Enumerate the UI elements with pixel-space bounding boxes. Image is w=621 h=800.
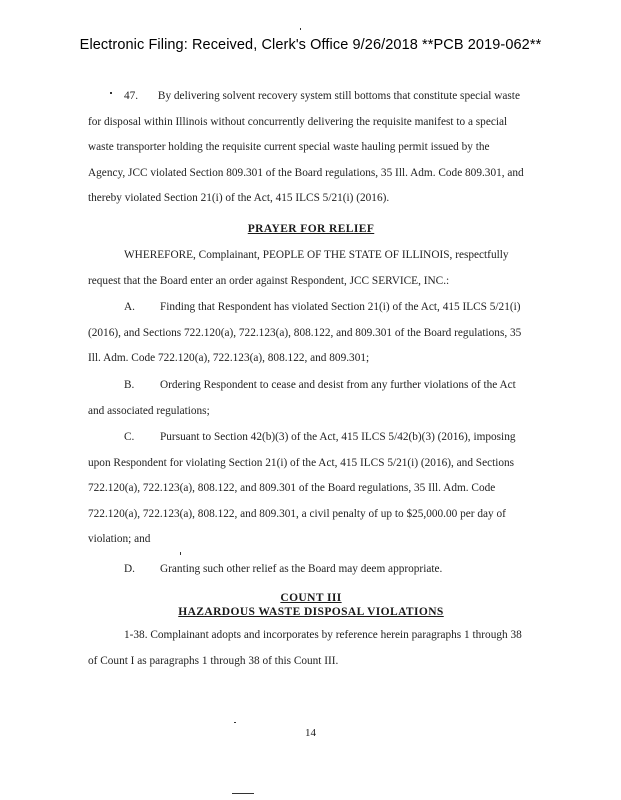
item-letter: C. [124, 431, 135, 443]
paragraph-text: By delivering solvent recovery system still bottoms that constitute special waste [157, 90, 520, 102]
item-text: upon Respondent for violating Section 21(i) of the Act, 415 ILCS 5/21(i) (2016), and Sections [88, 456, 515, 469]
item-text: and associated regulations; [88, 404, 210, 417]
item-letter: A. [124, 301, 135, 313]
item-text: 722.120(a), 722.123(a), 808.122, and 809.301, a civil penalty of up to $25,000.00 per day of [88, 507, 506, 520]
prayer-intro [88, 243, 534, 294]
item-text: Finding that Respondent has violated Section 21(i) of the Act, 415 ILCS 5/21(i) [160, 301, 521, 313]
paragraph-text: request that the Board enter an order against Respondent, JCC SERVICE, INC.: [88, 274, 450, 287]
count-heading [88, 591, 534, 619]
paragraph-number: 47. [124, 90, 139, 102]
item-text: 722.120(a), 722.123(a), 808.122, and 809.301 of the Board regulations, 35 Ill. Adm. Code [88, 482, 496, 494]
item-text: violation; and [88, 533, 151, 545]
item-text: Pursuant to Section 42(b)(3) of the Act, 415 ILCS 5/42(b)(3) (2016), imposing [160, 431, 516, 443]
item-text: Ill. Adm. Code 722.120(a), 722.123(a), 808.122, and 809.301; [88, 352, 370, 364]
count-three-paragraph [88, 623, 534, 674]
prayer-heading: PRAYER FOR RELIEF [247, 223, 375, 235]
paragraph-text: 1-38. Complainant adopts and incorporates by reference herein paragraphs 1 through 38 [124, 629, 522, 641]
count-title: COUNT III [280, 592, 342, 604]
relief-item-c [88, 425, 534, 553]
relief-item-a [88, 295, 534, 372]
paragraph-text: of Count I as paragraphs 1 through 38 of this Count III. [88, 654, 339, 667]
paragraph-text: waste transporter holding the requisite current special waste hauling permit issued by the [88, 141, 490, 153]
paragraph-47 [88, 84, 534, 212]
page-number: 14 [305, 727, 316, 739]
scan-speck [232, 793, 254, 794]
item-letter: B. [124, 379, 135, 391]
item-text: (2016), and Sections 722.120(a), 722.123(a), 808.122, and 809.301 of the Board regulations, 35 [88, 326, 522, 339]
item-text: Ordering Respondent to cease and desist from any further violations of the Act [160, 379, 516, 391]
item-text: Granting such other relief as the Board may deem appropriate. [160, 563, 443, 575]
item-letter: D. [124, 563, 135, 575]
count-subtitle: HAZARDOUS WASTE DISPOSAL VIOLATIONS [178, 606, 444, 618]
relief-item-b [88, 373, 534, 424]
paragraph-text: thereby violated Section 21(i) of the Act, 415 ILCS 5/21(i) (2016). [88, 192, 390, 204]
paragraph-text: WHEREFORE, Complainant, PEOPLE OF THE STATE OF ILLINOIS, respectfully [124, 249, 509, 261]
filing-banner: Electronic Filing: Received, Clerk's Office 9/26/2018 **PCB 2019-062** [79, 37, 542, 53]
paragraph-text: for disposal within Illinois without concurrently delivering the requisite manifest to a special [88, 115, 508, 128]
scan-speck [234, 722, 236, 723]
paragraph-text: Agency, JCC violated Section 809.301 of the Board regulations, 35 Ill. Adm. Code 809.301, and [88, 166, 524, 179]
relief-item-d [88, 557, 534, 583]
scan-speck [300, 28, 301, 30]
